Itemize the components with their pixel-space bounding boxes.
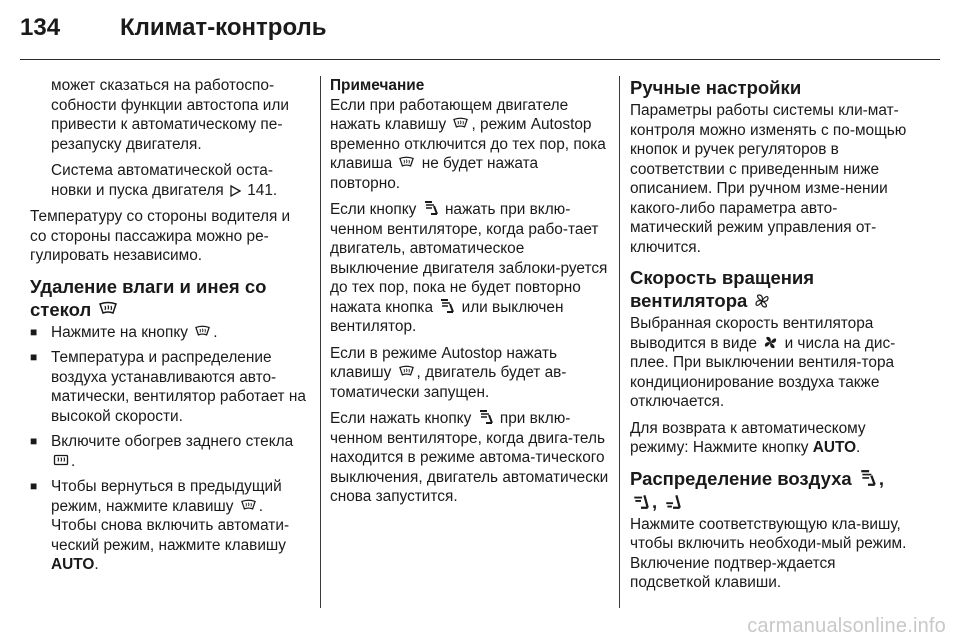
note-title: Примечание: [330, 77, 425, 94]
column-middle: [330, 76, 610, 514]
windshield-defrost-icon: [98, 301, 118, 318]
watermark: carmanualsonline.info: [747, 615, 946, 637]
column-divider: [619, 76, 620, 608]
rear-window-heating-icon: [53, 454, 69, 468]
air-distribution-windshield-icon: [439, 299, 455, 314]
fan-icon: [763, 335, 778, 350]
page-reference-icon: [230, 185, 241, 197]
air-distribution-windshield-icon: [859, 470, 877, 487]
air-distribution-windshield-icon: [478, 410, 494, 425]
list-item: ■ Чтобы вернуться в предыдущий режим, нажмите клавишу . Чтобы снова включить автомати-ческий режим, нажмите клавишу AUTO.: [30, 477, 310, 575]
note-paragraph: Если при работающем двигателе нажать клавишу , режим Autostop временно отключится до тех пор, пока клавиша не будет нажата повторно.: [330, 96, 606, 192]
list-item: ■ Нажмите на кнопку .: [30, 323, 310, 343]
windshield-defrost-icon: [194, 325, 211, 339]
windshield-defrost-icon: [452, 117, 469, 131]
air-distribution-heading: Распределение воздуха , ,: [630, 467, 884, 512]
page-number: 134: [20, 14, 61, 41]
column-left: [30, 76, 310, 581]
fan-speed-paragraph: Выбранная скорость вентилятора выводится в виде и числа на дис-плее. При выключении вентиля-тора кондиционирование воздуха также отключается.: [630, 315, 896, 410]
stop-start-reference: Система автоматической оста-новки и пуска двигателя 141.: [51, 162, 278, 199]
list-item: ■ Включите обогрев заднего стекла .: [30, 432, 310, 471]
manual-settings-paragraph: Параметры работы системы кли-мат-контроля можно изменять с по-мощью кнопок и ручек регуляторов в соответствии с приведенным ниже описанием. При ручном изме-нении какого-либо параметра авто-матический режим управления от-ключится.: [630, 102, 907, 256]
defog-heading: Удаление влаги и инея со стекол: [30, 275, 267, 320]
note-paragraph: Если в режиме Autostop нажать клавишу , двигатель будет ав-томатически запущен.: [330, 344, 567, 401]
auto-label: AUTO: [51, 556, 95, 573]
windshield-defrost-icon: [398, 365, 415, 379]
auto-label: AUTO: [812, 439, 857, 456]
note-paragraph: Если нажать кнопку при вклю-ченном вентиляторе, когда двига-тель находится в режиме автома-тического выключения, двигатель автоматически снова запустится.: [330, 410, 609, 505]
defog-steps: [30, 323, 310, 575]
auto-return-paragraph: Для возврата к автоматическому режиму: Нажмите кнопку AUTO.: [630, 419, 866, 456]
windshield-defrost-icon: [240, 499, 257, 513]
fan-icon: [754, 293, 770, 309]
air-distribution-paragraph: Нажмите соответствующую кла-вишу, чтобы включить необходи-мый режим. Включение подтвер-ждается подсветкой клавиши.: [630, 515, 907, 591]
air-distribution-face-icon: [632, 493, 650, 510]
manual-settings-heading: Ручные настройки: [630, 77, 802, 98]
column-divider: [320, 76, 321, 608]
note-paragraph: Если кнопку нажать при вклю-ченном вентиляторе, когда рабо-тает двигатель, автоматическое выключение двигателя заблоки-руется до тех пор, пока не будет повторно нажата кнопка или выключен вентилятор.: [330, 201, 608, 335]
air-distribution-windshield-icon: [423, 201, 439, 216]
intro-paragraph: может сказаться на работоспо-собности функции автостопа или привести к автоматическому пе-резапуску двигателя.: [51, 77, 289, 153]
fan-speed-heading: Скорость вращения вентилятора: [630, 267, 815, 311]
list-item: ■ Температура и распределение воздуха устанавливаются авто-матически, вентилятор работает на высокой скорости.: [30, 348, 310, 426]
temperature-paragraph: Температуру со стороны водителя и со стороны пассажира можно ре-гулировать независимо.: [30, 208, 291, 264]
column-right: [630, 76, 910, 600]
windshield-defrost-icon: [398, 156, 415, 170]
air-distribution-feet-icon: [664, 493, 682, 510]
chapter-title: Климат-контроль: [120, 14, 327, 41]
